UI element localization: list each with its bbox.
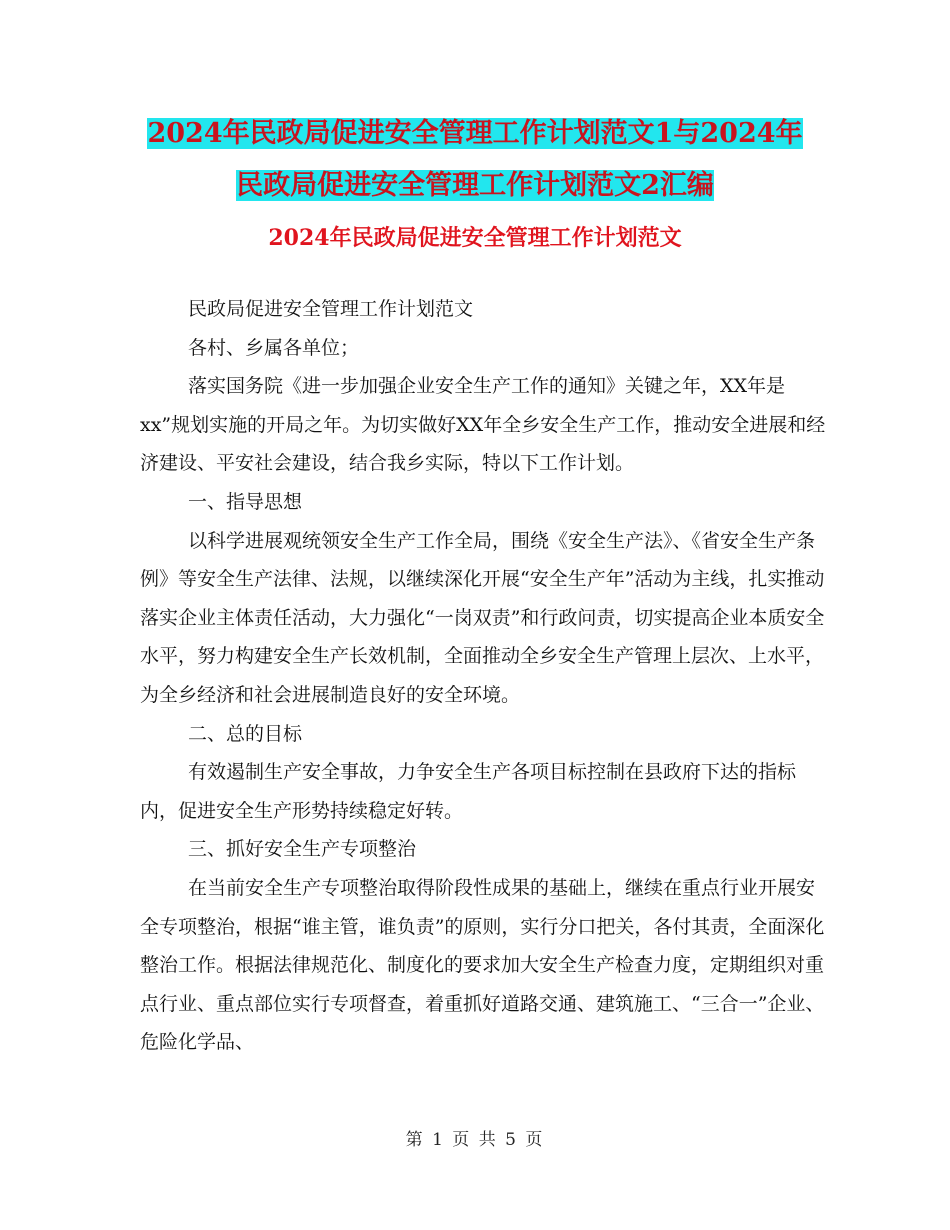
document-body [140, 290, 830, 1062]
paragraph-heading: 民政局促进安全管理工作计划范文 [188, 298, 474, 320]
paragraph-overall-goal: 有效遏制生产安全事故，力争安全生产各项目标控制在县政府下达的指标内，促进安全生产形势持续稳定好转。 [140, 761, 797, 822]
document-title-line-2 [0, 160, 950, 212]
section-subtitle: 2024年民政局促进安全管理工作计划范文 [268, 225, 682, 251]
page-footer: 第 1 页 共 5 页 [405, 1130, 545, 1150]
paragraph-salutation: 各村、乡属各单位； [188, 336, 360, 359]
title-highlight-line-2: 民政局促进安全管理工作计划范文2汇编 [236, 170, 714, 201]
section-heading-overall-goal: 二、总的目标 [188, 722, 303, 745]
title-highlight-line-1: 2024年民政局促进安全管理工作计划范文1与2024年 [147, 118, 803, 149]
document-title [0, 108, 950, 212]
paragraph-intro: 落实国务院《进一步加强企业安全生产工作的通知》关键之年，XX年是xx”规划实施的开局之年。为切实做好XX年全乡安全生产工作，推动安全进展和经济建设、平安社会建设，结合我乡实际，特以下工作计划。 [140, 375, 826, 475]
document-title-line-1 [0, 108, 950, 160]
section-heading-special-rectification: 三、抓好安全生产专项整治 [188, 838, 417, 861]
paragraph-special-rectification: 在当前安全生产专项整治取得阶段性成果的基础上，继续在重点行业开展安全专项整治，根据“谁主管，谁负责”的原则，实行分口把关，各付其责，全面深化整治工作。根据法律规范化、制度化的要求加大安全生产检查力度，定期组织对重点行业、重点部位实行专项督查，着重抓好道路交通、建筑施工、“三合一”企业、危险化学品、 [140, 876, 825, 1054]
paragraph-guiding-thought: 以科学进展观统领安全生产工作全局，围绕《安全生产法》、《省安全生产条例》等安全生产法律、法规，以继续深化开展“安全生产年”活动为主线，扎实推动落实企业主体责任活动，大力强化“一岗双责”和行政问责，切实提高企业本质安全水平，努力构建安全生产长效机制，全面推动全乡安全生产管理上层次、上水平，为全乡经济和社会进展制造良好的安全环境。 [140, 529, 825, 706]
section-heading-guiding-thought: 一、指导思想 [188, 490, 303, 513]
